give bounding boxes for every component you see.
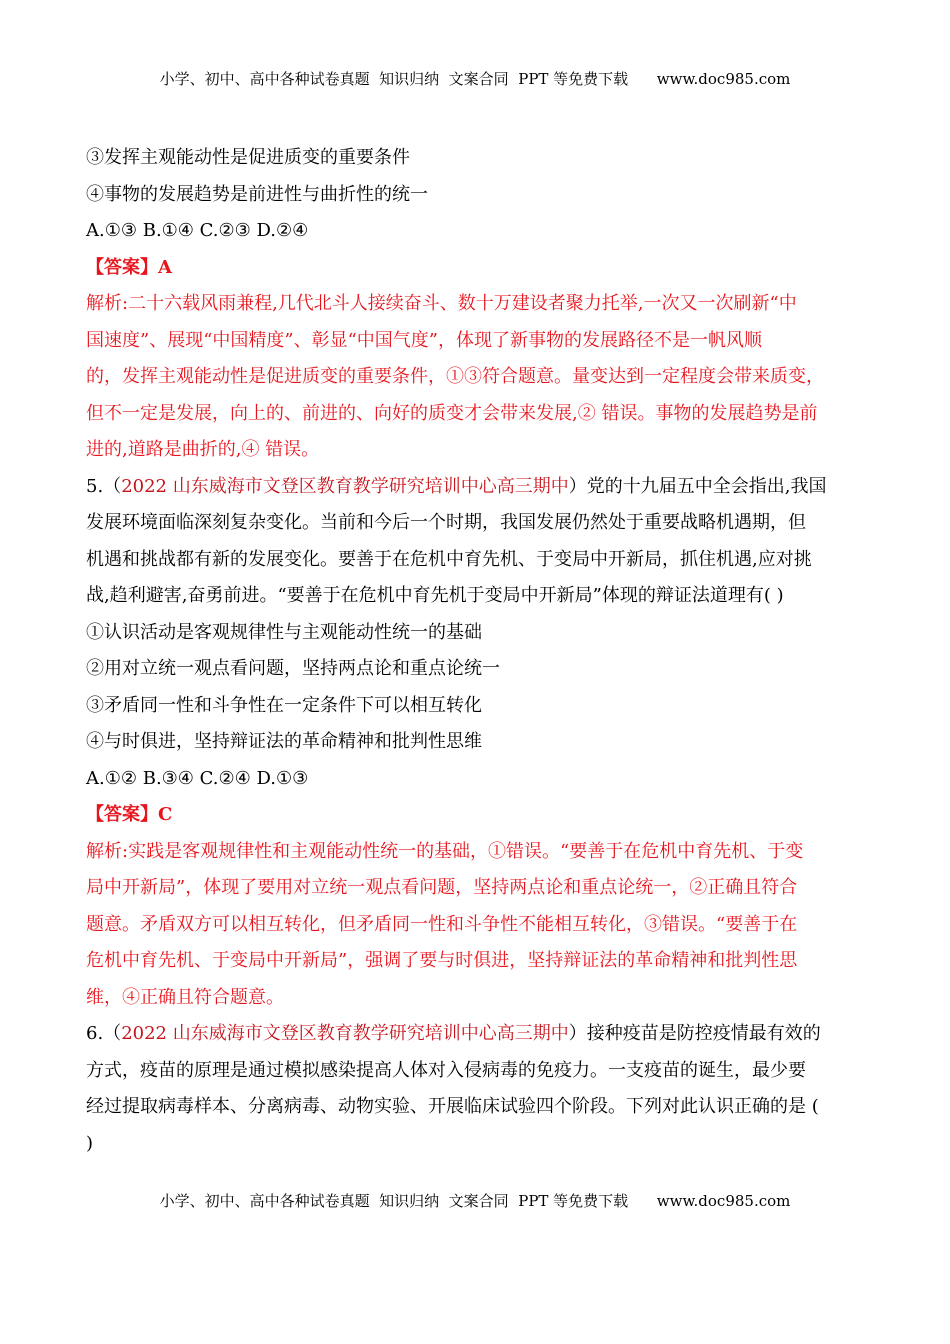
- q4-analysis-line: 进的,道路是曲折的,④ 错误。: [86, 439, 320, 460]
- document-body: [86, 140, 876, 1162]
- q5-option: ①认识活动是客观规律性与主观能动性统一的基础: [86, 621, 482, 643]
- q6-stem-line: 方式，疫苗的原理是通过模拟感染提高人体对入侵病毒的免疫力。一支疫苗的诞生，最少要: [86, 1059, 806, 1081]
- q5-choices: A.①② B.③④ C.②④ D.①③: [86, 767, 309, 789]
- q6-stem-line: 经过提取病毒样本、分离病毒、动物实验、开展临床试验四个阶段。下列对此认识正确的是 (: [86, 1096, 819, 1117]
- q5-stem-line: 发展环境面临深刻复杂变化。当前和今后一个时期，我国发展仍然处于重要战略机遇期，但: [86, 512, 806, 533]
- q5-analysis-line: 解析:实践是客观规律性和主观能动性统一的基础，①错误。“要善于在危机中育先机、于变: [86, 840, 804, 862]
- q4-analysis-line: 国速度”、展现“中国精度”、彰显“中国气度”，体现了新事物的发展路径不是一帆风顺: [86, 329, 763, 351]
- q5-number: 5.（: [86, 475, 122, 497]
- q6-stem-line: ): [86, 1132, 94, 1154]
- page-footer: 小学、初中、高中各种试卷真题 知识归纳 文案合同 PPT 等免费下载 www.doc985.com: [159, 1192, 791, 1210]
- q5-analysis-line: 题意。矛盾双方可以相互转化，但矛盾同一性和斗争性不能相互转化，③错误。“要善于在: [86, 913, 798, 935]
- q4-analysis-line: 但不一定是发展，向上的、前进的、向好的质变才会带来发展,② 错误。事物的发展趋势是前: [86, 402, 818, 424]
- q6-stem-start: 接种疫苗是防控疫情最有效的: [586, 1023, 821, 1044]
- q5-option: ③矛盾同一性和斗争性在一定条件下可以相互转化: [86, 694, 482, 716]
- q5-analysis-line: 维，④正确且符合题意。: [86, 986, 284, 1008]
- q4-choices: A.①③ B.①④ C.②③ D.②④: [86, 220, 309, 241]
- q6-number: 6.（: [86, 1023, 122, 1044]
- answer-value: C: [158, 804, 173, 825]
- q5-stem-line: 战,趋利避害,奋勇前进。“要善于在危机中育先机于变局中开新局”体现的辩证法道理有( ): [86, 585, 784, 606]
- q4-analysis-line: 的，发挥主观能动性是促进质变的重要条件，①③符合题意。量变达到一定程度会带来质变，: [86, 366, 824, 387]
- q5-analysis-line: 危机中育先机、于变局中开新局”，强调了要与时俱进，坚持辩证法的革命精神和批判性思: [86, 950, 798, 971]
- q5-option: ④与时俱进，坚持辩证法的革命精神和批判性思维: [86, 731, 482, 752]
- q5-source: 2022 山东威海市文登区教育教学研究培训中心高三期中: [121, 475, 569, 497]
- q5-option: ②用对立统一观点看问题，坚持两点论和重点论统一: [86, 658, 500, 679]
- answer-value: A: [158, 256, 172, 278]
- q4-option-4: ④事物的发展趋势是前进性与曲折性的统一: [86, 183, 428, 205]
- q6-stem-first: [86, 1016, 876, 1053]
- answer-label: 【答案】: [86, 804, 158, 825]
- q6-source: 2022 山东威海市文登区教育教学研究培训中心高三期中: [121, 1023, 569, 1044]
- answer-label: 【答案】: [86, 256, 158, 278]
- q5-source-close: ）: [568, 475, 587, 497]
- q4-analysis-line: 解析:二十六载风雨兼程,几代北斗人接续奋斗、数十万建设者聚力托举,一次又一次刷新“中: [86, 293, 797, 314]
- q5-analysis-line: 局中开新局”，体现了要用对立统一观点看问题，坚持两点论和重点论统一，②正确且符合: [86, 877, 798, 898]
- q4-answer: [86, 250, 876, 287]
- q5-stem-line: 机遇和挑战都有新的发展变化。要善于在危机中育先机、于变局中开新局，抓住机遇,应对挑: [86, 548, 812, 570]
- q5-answer: [86, 797, 876, 834]
- q5-stem-first: [86, 469, 876, 506]
- page-header: 小学、初中、高中各种试卷真题 知识归纳 文案合同 PPT 等免费下载 www.doc985.com: [159, 70, 791, 88]
- q6-source-close: ）: [568, 1023, 587, 1044]
- q4-option-3: ③发挥主观能动性是促进质变的重要条件: [86, 147, 410, 168]
- q5-stem-start: 党的十九届五中全会指出,我国: [586, 475, 827, 497]
